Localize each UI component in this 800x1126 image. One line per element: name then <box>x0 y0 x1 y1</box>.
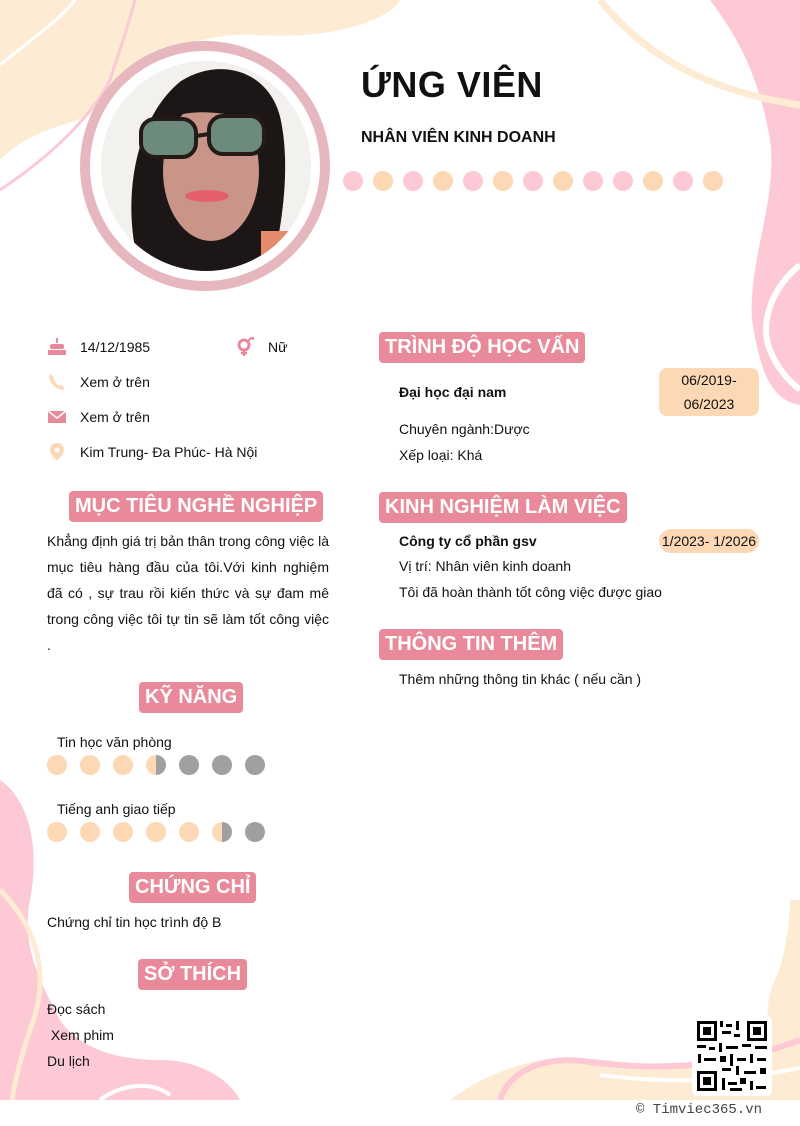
rating-dot-filled <box>179 822 199 842</box>
rating-dot-filled <box>47 822 67 842</box>
school-name: Đại học đại nam <box>399 384 507 400</box>
experience-role: Vị trí: Nhân viên kinh doanh <box>399 558 571 574</box>
rating-dot-filled <box>80 755 100 775</box>
birthday-cake-icon <box>46 336 68 358</box>
objective-text: Khẳng định giá trị bản thân trong công việc là mục tiêu hàng đầu của tôi.Với kinh nghiệm đã có , sự trau rồi kiến thức và sự đam mê trong công việc tôi tự tin sẽ làm tốt công việc . <box>47 533 329 653</box>
candidate-name: ỨNG VIÊN <box>361 64 543 105</box>
dot <box>613 171 633 191</box>
dot <box>673 171 693 191</box>
skill-name: Tin học văn phòng <box>57 734 172 750</box>
phone-value: Xem ở trên <box>80 374 150 390</box>
rating-dot-filled <box>146 822 166 842</box>
rating-dot-empty <box>179 755 199 775</box>
qr-code[interactable] <box>692 1016 772 1096</box>
location-pin-icon <box>46 441 68 463</box>
education-major: Chuyên ngành:Dược <box>399 421 530 437</box>
rating-dot-half <box>146 755 166 775</box>
rating-dot-filled <box>47 755 67 775</box>
dot <box>463 171 483 191</box>
additional-heading: THÔNG TIN THÊM <box>379 629 563 660</box>
dot <box>433 171 453 191</box>
info-email <box>46 406 150 428</box>
address-value: Kim Trung- Đa Phúc- Hà Nội <box>80 444 258 460</box>
dot <box>643 171 663 191</box>
skills-heading: KỸ NĂNG <box>139 682 243 713</box>
avatar-photo <box>101 61 311 271</box>
dot <box>553 171 573 191</box>
rating-dot-empty <box>245 755 265 775</box>
hobby-item: Xem phim <box>47 1027 114 1043</box>
education-date-start: 06/2019- <box>681 372 737 388</box>
certificate-item: Chứng chỉ tin học trình độ B <box>47 914 222 930</box>
info-address <box>46 441 257 463</box>
footer-copyright: © Timviec365.vn <box>636 1102 763 1118</box>
info-phone <box>46 371 150 393</box>
qr-code-image <box>692 1016 772 1096</box>
experience-description: Tôi đã hoàn thành tốt công việc được giao <box>399 584 662 600</box>
phone-icon <box>46 371 68 393</box>
dot <box>373 171 393 191</box>
hobby-item: Đọc sách <box>47 1001 106 1017</box>
dot <box>403 171 423 191</box>
avatar <box>101 61 311 271</box>
dot <box>583 171 603 191</box>
candidate-position: NHÂN VIÊN KINH DOANH <box>361 129 556 146</box>
experience-date-badge: 1/2023- 1/2026 <box>659 529 759 553</box>
info-birthday <box>46 336 150 358</box>
experience-heading: KINH NGHIỆM LÀM VIỆC <box>379 492 627 523</box>
company-name: Công ty cổ phần gsv <box>399 533 537 549</box>
certificates-heading: CHỨNG CHỈ <box>129 872 256 903</box>
hobbies-heading: SỞ THÍCH <box>138 959 247 990</box>
rating-dot-empty <box>245 822 265 842</box>
education-heading: TRÌNH ĐỘ HỌC VẤN <box>379 332 585 363</box>
dot <box>493 171 513 191</box>
dot <box>523 171 543 191</box>
rating-dot-filled <box>113 822 133 842</box>
education-date-badge <box>659 368 759 416</box>
email-icon <box>46 406 68 428</box>
objective-heading: MỤC TIÊU NGHỀ NGHIỆP <box>69 491 323 522</box>
additional-text: Thêm những thông tin khác ( nếu cần ) <box>399 671 642 687</box>
info-gender <box>234 336 287 358</box>
education-date-end: 06/2023 <box>683 396 735 412</box>
rating-dot-filled <box>113 755 133 775</box>
email-value: Xem ở trên <box>80 409 150 425</box>
dot <box>343 171 363 191</box>
gender-value: Nữ <box>268 339 288 355</box>
hobby-item: Du lịch <box>47 1053 90 1069</box>
rating-dot-empty <box>212 755 232 775</box>
dot <box>703 171 723 191</box>
birthday-value: 14/12/1985 <box>80 339 151 355</box>
rating-dot-half <box>212 822 232 842</box>
rating-dot-filled <box>80 822 100 842</box>
skill-name: Tiếng anh giao tiếp <box>57 801 176 817</box>
gender-icon <box>234 336 256 358</box>
education-grade: Xếp loại: Khá <box>399 447 483 463</box>
